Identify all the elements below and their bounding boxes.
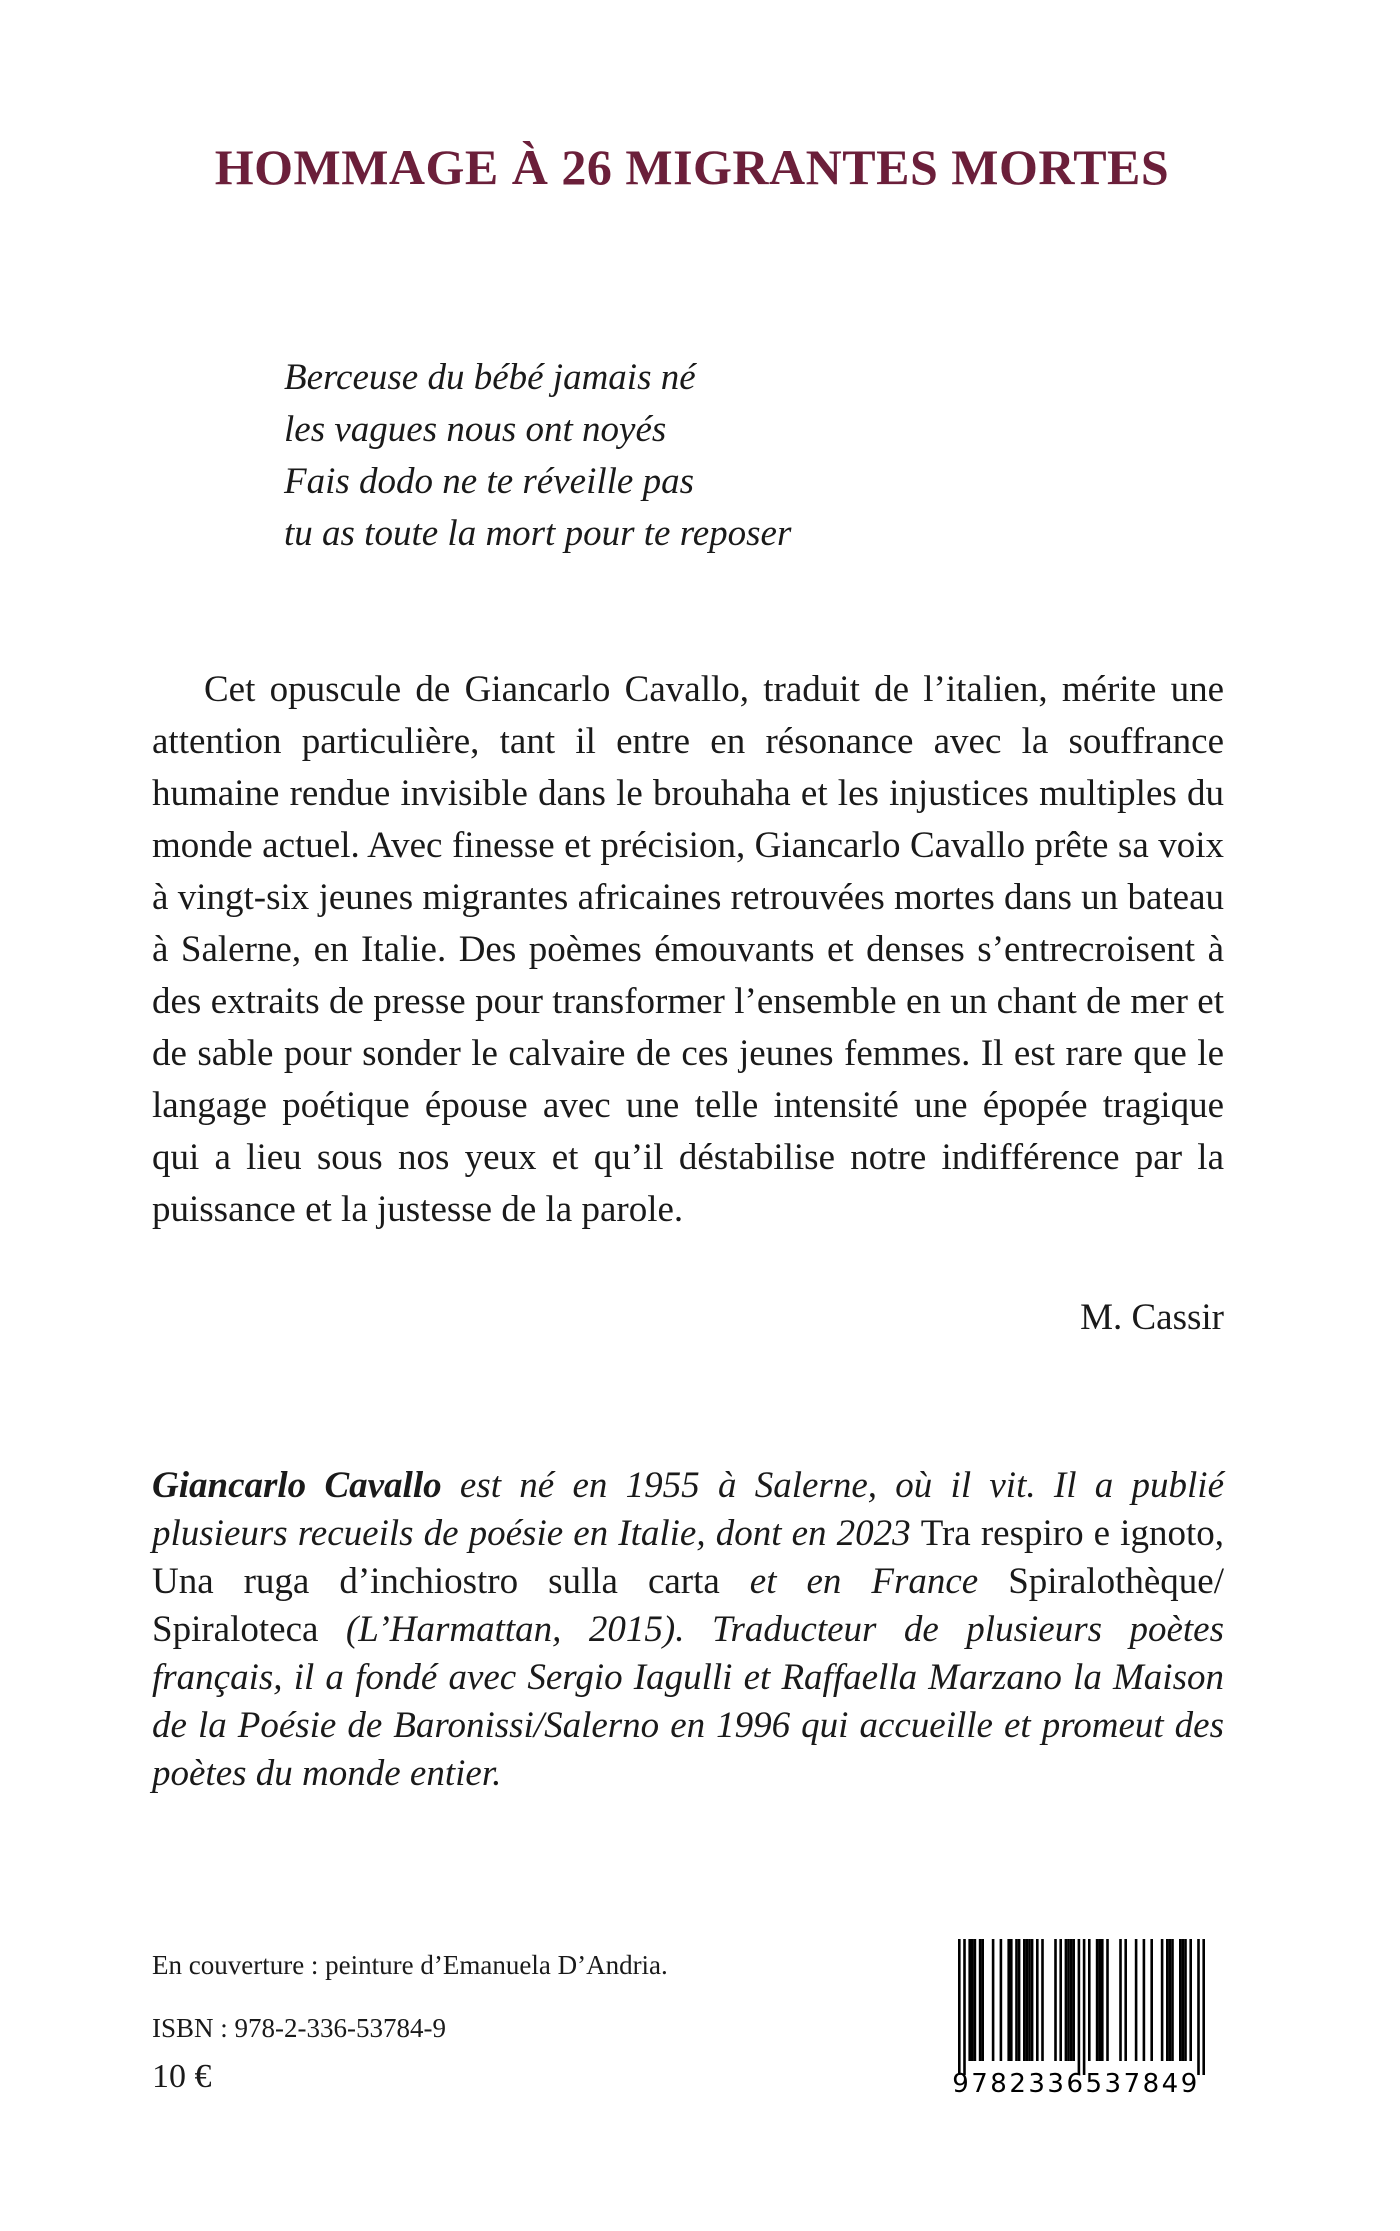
barcode-bar (1028, 1939, 1031, 2061)
bio-book-titles: Tra respiro e ignoto, Una ruga d’inchiostro sulla carta (152, 1513, 1224, 1602)
poem-line: Berceuse du bébé jamais né (284, 357, 696, 398)
poem-line: les vagues nous ont noyés (284, 409, 667, 450)
barcode-bar (1171, 1939, 1174, 2061)
barcode-bar (992, 1939, 995, 2061)
bio-text: et en France (719, 1561, 1009, 1602)
barcode-bar (1098, 1939, 1101, 2061)
barcode-bar (1088, 1939, 1091, 2061)
barcode-bar (1179, 1939, 1182, 2061)
barcode-bar (1065, 1939, 1068, 2061)
barcode (938, 1939, 1214, 2095)
isbn: ISBN : 978-2-336-53784-9 (152, 2013, 446, 2043)
barcode-bar (1031, 1939, 1034, 2061)
barcode-bar (1015, 1939, 1018, 2061)
barcode-bar (1184, 1939, 1187, 2061)
barcode-bar (1124, 1939, 1127, 2061)
author-bio (152, 1462, 1224, 1798)
barcode-bar (1169, 1939, 1172, 2061)
bio-text: est né en 1955 à Salerne, où il vit. Il a publié plusieurs recueils de poésie en Italie, dont en 2023 (152, 1465, 1225, 1554)
barcode-bar (971, 1939, 974, 2061)
review-text: Cet opuscule de Giancarlo Cavallo, traduit de l’italien, mérite une attention particulière, tant il entre en résonance avec la souffrance humaine rendue invisible dans le brouhaha et les injustices multiples du monde actuel. Avec finesse et précision, Giancarlo Cavallo prête sa voix à vingt-six jeunes migrantes africaines retrouvées mortes dans un bateau à Salerne, en Italie. Des poèmes émouvants et denses s’entrecroisent à des extraits de presse pour transformer l’ensemble en un chant de mer et de sable pour sonder le calvaire de ces jeunes femmes. Il est rare que le langage poétique épouse avec une telle intensité une épopée tragique qui a lieu sous nos yeux et qu’il déstabilise notre indifférence par la puissance et la justesse de la parole. (152, 669, 1224, 1230)
barcode-bar (1135, 1939, 1138, 2061)
book-title: HOMMAGE À 26 MIGRANTES MORTES (214, 139, 1170, 195)
barcode-bar (1026, 1939, 1029, 2061)
barcode-bar (1101, 1939, 1104, 2061)
barcode-bar (1070, 1939, 1073, 2061)
barcode-bar (1189, 1939, 1192, 2061)
barcode-bar (958, 1939, 961, 2075)
barcode-bar (1054, 1939, 1057, 2061)
poem-line: Fais dodo ne te réveille pas (284, 461, 694, 502)
barcode-bar (963, 1939, 966, 2075)
barcode-bar (1010, 1939, 1013, 2061)
barcode-bar (1150, 1939, 1153, 2061)
barcode-bar (981, 1939, 984, 2061)
barcode-bar (1096, 1939, 1099, 2061)
barcode-bar (1161, 1939, 1164, 2061)
barcode-bar (1067, 1939, 1070, 2061)
barcode-bar (1059, 1939, 1062, 2061)
barcode-bar (1143, 1939, 1146, 2061)
barcode-bar (1197, 1939, 1200, 2075)
barcode-bar (979, 1939, 982, 2061)
barcode-bar (1202, 1939, 1205, 2075)
barcode-bar (1000, 1939, 1003, 2061)
barcode-bar (1119, 1939, 1122, 2061)
cover-credit: En couverture : peinture d’Emanuela D’Andria. (152, 1950, 668, 1980)
epigraph-poem (284, 352, 791, 560)
poem-line: tu as toute la mort pour te reposer (284, 513, 792, 554)
bio-book-title: Spiralothèque/ Spiraloteca (152, 1561, 1224, 1650)
review-signature: M. Cassir (1080, 1297, 1224, 1338)
bio-text: (L’Harmattan, 2015). Traducteur de plusieurs poètes français, il a fondé avec Sergio Iagulli et Raffaella Marzano la Maison de la Poésie de Baronissi/Salerno en 1996 qui accueille et promeut des poètes du monde entier. (152, 1609, 1224, 1794)
barcode-bar (1106, 1939, 1109, 2061)
barcode-bar (1041, 1939, 1044, 2061)
barcode-bar (1018, 1939, 1021, 2061)
barcode-bar (1182, 1939, 1185, 2061)
barcode-digits: 9782336537849 (952, 2069, 1200, 2095)
barcode-bar (1023, 1939, 1026, 2061)
barcode-bar (1166, 1939, 1169, 2061)
barcode-bar (1072, 1939, 1075, 2061)
price: 10 € (152, 2058, 212, 2095)
barcode-bar (1036, 1939, 1039, 2061)
barcode-bar (1007, 1939, 1010, 2061)
barcode-bar (1078, 1939, 1081, 2075)
barcode-bar (968, 1939, 971, 2061)
barcode-bar (974, 1939, 977, 2061)
author-name: Giancarlo Cavallo (152, 1465, 442, 1506)
barcode-bar (1083, 1939, 1086, 2075)
